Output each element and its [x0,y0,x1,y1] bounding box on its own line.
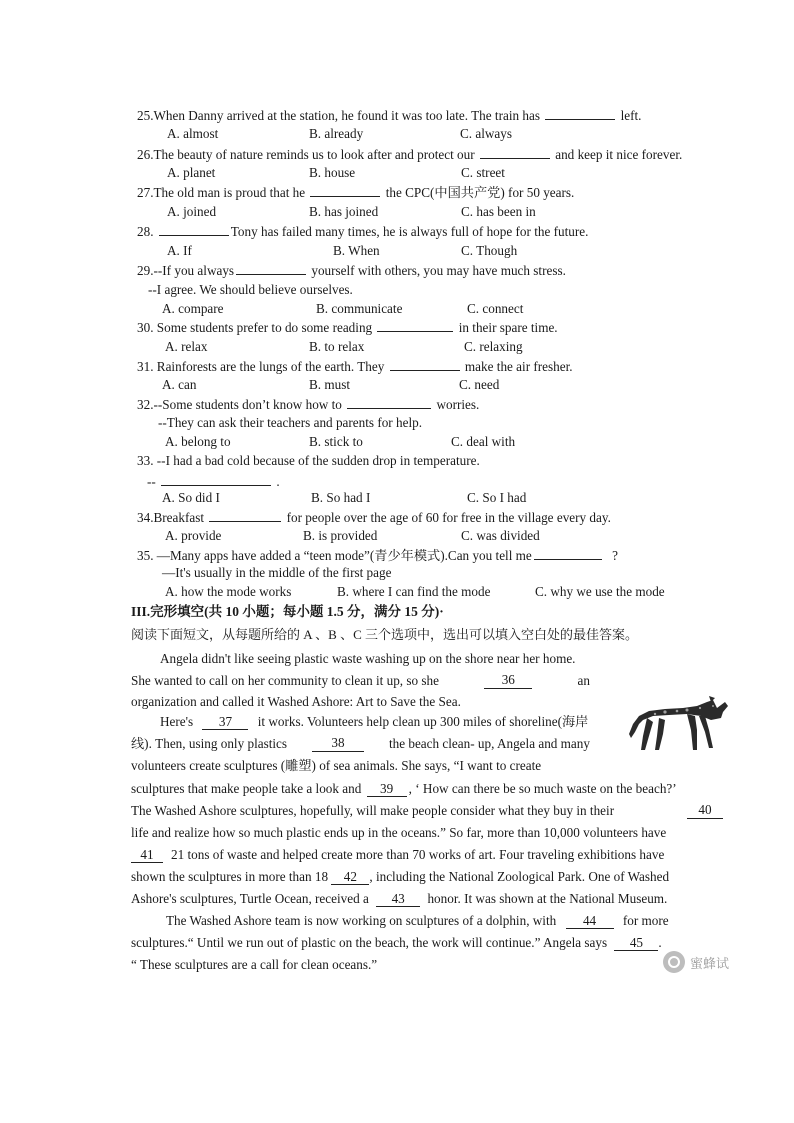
option-c: C. why we use the mode [535,584,665,599]
passage-line: volunteers create sculptures (雕塑) of sea animals. She says, “I want to create [131,758,542,773]
option-b: B. When [333,243,380,258]
option-b: B. to relax [309,339,365,354]
option-b: B. must [309,377,351,392]
question-25: 25.When Danny arrived at the station, he found it was too late. The train has left. [137,108,642,123]
cloze-blank-44: 44 [566,914,614,929]
answer-blank [310,184,380,197]
option-a: A. provide [165,528,222,543]
passage-line: Angela didn't like seeing plastic waste washing up on the shore near her home. [160,651,576,666]
option-a: A. almost [167,126,219,141]
option-c: C. street [461,165,505,180]
section-heading: III.完形填空(共 10 小题；每小题 1.5 分，满分 15 分)· [131,604,444,619]
question-32: 32.--Some students don’t know how to worries. [137,397,480,412]
option-a: A. how the mode works [165,584,292,599]
option-a: A. relax [165,339,208,354]
option-a: A. If [167,243,192,258]
passage-line: Ashore's sculptures, Turtle Ocean, received a 43 honor. It was shown at the National Museum. [131,891,668,906]
cloze-blank-36: 36 [484,673,532,689]
watermark: 蜜蜂试 [663,949,773,975]
option-a: A. So did I [162,490,220,505]
option-c: C. was divided [461,528,540,543]
option-c: C. has been in [461,204,536,219]
option-a: A. can [162,377,197,392]
horse-sculpture-image [625,694,731,754]
question-31: 31. Rainforests are the lungs of the earth. They make the air fresher. [137,359,573,374]
passage-line: shown the sculptures in more than 18 42 , including the National Zoological Park. One of Washed [131,869,670,884]
cloze-blank-45: 45 [614,936,658,951]
option-b: B. stick to [309,434,363,449]
cloze-blank-43: 43 [376,892,420,907]
passage-line: life and realize how so much plastic ends up in the oceans.” So far, more than 10,000 volunteers have [131,825,667,840]
answer-blank [480,146,550,159]
option-b: B. has joined [309,204,379,219]
dialogue-reply: --They can ask their teachers and parents for help. [158,415,422,430]
question-28: 28. Tony has failed many times, he is always full of hope for the future. [137,224,589,239]
option-c: C. So I had [467,490,527,505]
logo-icon [663,951,685,973]
cloze-blank-42: 42 [331,870,369,885]
answer-blank [236,262,306,275]
option-a: A. joined [167,204,217,219]
answer-blank [534,547,602,560]
question-27: 27.The old man is proud that he the CPC(中国共产党) for 50 years. [137,185,575,200]
cloze-blank-37: 37 [202,715,248,730]
passage-line: “ These sculptures are a call for clean oceans.” [131,957,378,972]
option-a: A. compare [162,301,224,316]
option-b: B. communicate [316,301,403,316]
passage-line: She wanted to call on her community to clean it up, so she 36 an [131,672,590,688]
answer-blank [159,223,229,236]
option-b: B. is provided [303,528,378,543]
option-c: C. deal with [451,434,516,449]
answer-blank [377,319,453,332]
option-b: B. house [309,165,356,180]
dialogue-reply: —It's usually in the middle of the first page [162,565,392,580]
passage-line: Here's 37 it works. Volunteers help clean up 300 miles of shoreline(海岸 [160,714,589,729]
dialogue-reply: -- . [147,474,280,489]
passage-line: 41 21 tons of waste and helped create more than 70 works of art. Four traveling exhibitions have [131,847,664,863]
answer-blank [347,396,431,409]
question-26: 26.The beauty of nature reminds us to look after and protect our and keep it nice forever. [137,147,683,162]
option-b: B. So had I [311,490,371,505]
answer-blank [209,509,281,522]
section-instruction: 阅读下面短文，从每题所给的 A 、B 、C 三个选项中，选出可以填入空白处的最佳答案。 [131,627,639,642]
passage-line: The Washed Ashore sculptures, hopefully, will make people consider what they buy in their 40 [131,803,723,819]
option-c: C. always [460,126,513,141]
answer-blank [545,107,615,120]
question-35: 35. —Many apps have added a “teen mode”(青少年模式).Can you tell me ? [137,548,618,563]
option-a: A. belong to [165,434,231,449]
question-33: 33. --I had a bad cold because of the sudden drop in temperature. [137,453,480,468]
option-b: B. already [309,126,364,141]
cloze-blank-41: 41 [131,848,163,863]
question-29: 29.--If you always yourself with others, you may have much stress. [137,263,566,278]
cloze-blank-38: 38 [312,736,364,752]
cloze-blank-39: 39 [367,782,407,797]
passage-line: 线). Then, using only plastics 38 the beach clean- up, Angela and many [131,735,590,751]
answer-blank [390,358,460,371]
option-c: C. need [459,377,500,392]
passage-line: sculptures that make people take a look and 39 , ‘ How can there be so much waste on the beach?’ [131,781,677,796]
passage-line: organization and called it Washed Ashore: Art to Save the Sea. [131,694,461,709]
answer-blank [161,473,271,486]
cloze-blank-40: 40 [687,803,723,819]
option-b: B. where I can find the mode [337,584,491,599]
question-30: 30. Some students prefer to do some reading in their spare time. [137,320,558,335]
option-c: C. connect [467,301,524,316]
passage-line: sculptures.“ Until we run out of plastic on the beach, the work will continue.” Angela says 45 . [131,935,662,950]
dialogue-reply: --I agree. We should believe ourselves. [148,282,353,297]
option-c: C. relaxing [464,339,523,354]
passage-line: The Washed Ashore team is now working on sculptures of a dolphin, with 44 for more [166,913,669,928]
option-a: A. planet [167,165,216,180]
question-34: 34.Breakfast for people over the age of 60 for free in the village every day. [137,510,611,525]
option-c: C. Though [461,243,518,258]
